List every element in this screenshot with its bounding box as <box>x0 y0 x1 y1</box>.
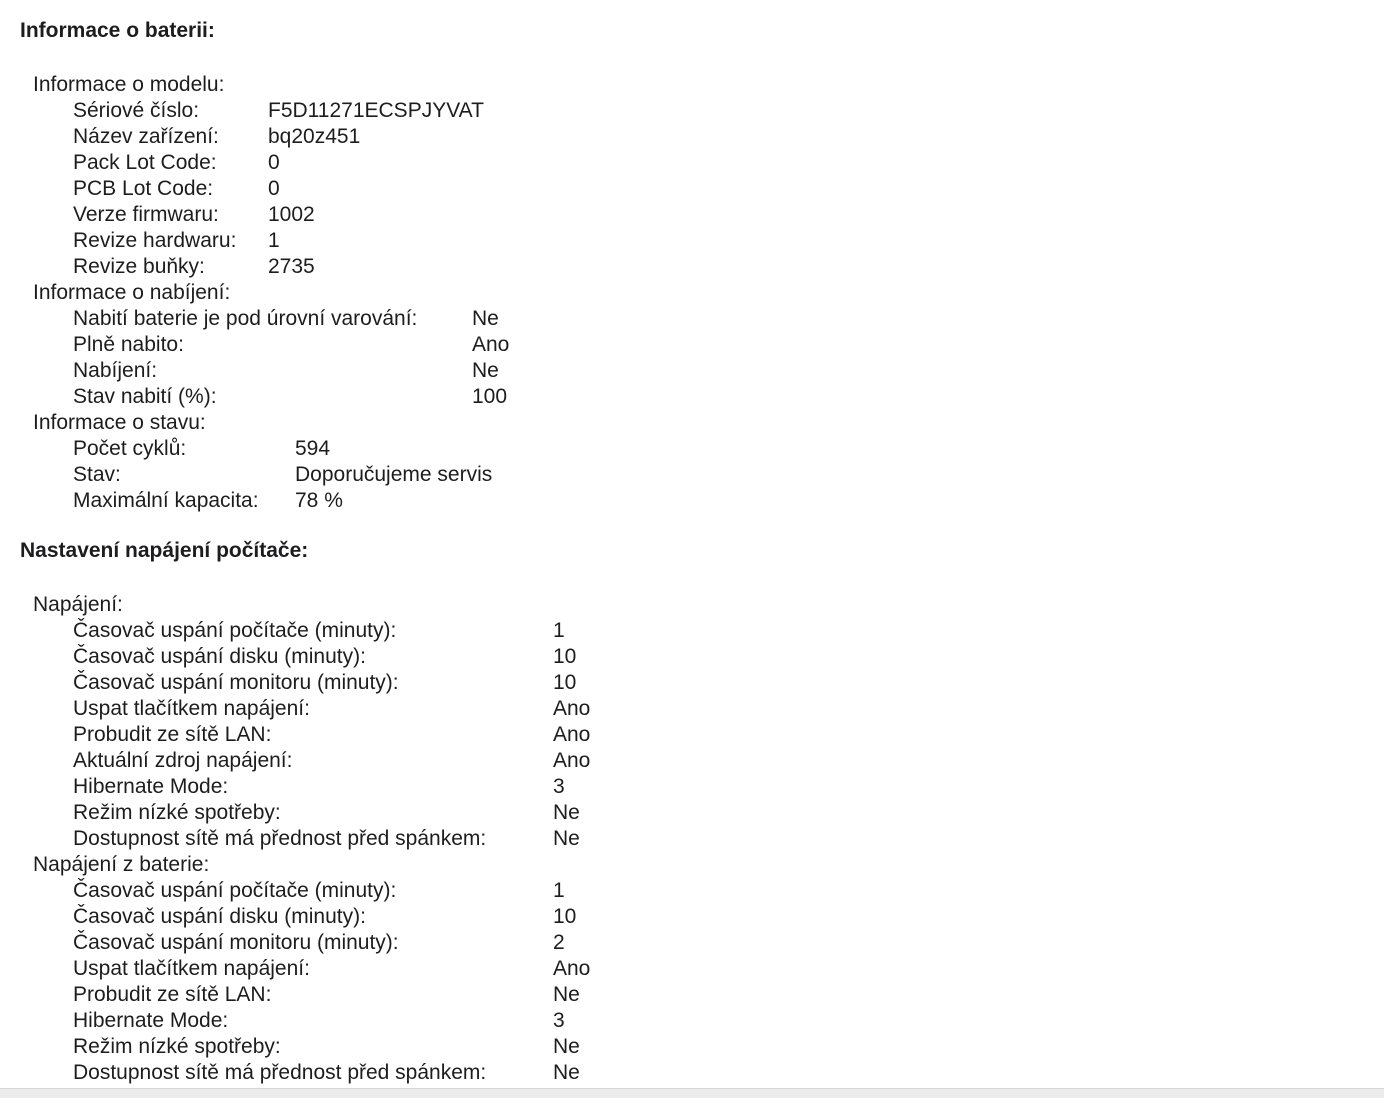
bat-wake-on-lan-value: Ne <box>553 983 580 1006</box>
battery-info-heading: Informace o baterii: <box>20 19 215 42</box>
bat-network-priority-value: Ne <box>553 1061 580 1084</box>
bat-low-power-mode-value: Ne <box>553 1035 580 1058</box>
cell-revision-value: 2735 <box>268 255 315 278</box>
serial-number-value: F5D11271ECSPJYVAT <box>268 99 484 122</box>
pack-lot-code-key: Pack Lot Code: <box>73 151 217 174</box>
charge-info-list <box>73 306 1384 410</box>
hardware-revision-key: Revize hardwaru: <box>73 229 237 252</box>
model-info-list <box>73 98 1384 280</box>
cycle-count-key: Počet cyklů: <box>73 437 187 460</box>
device-name-value: bq20z451 <box>268 125 361 148</box>
ac-power-list <box>73 618 1384 852</box>
device-name-key: Název zařízení: <box>73 125 219 148</box>
system-info-content <box>20 18 1384 1086</box>
bat-hibernate-mode-value: 3 <box>553 1009 565 1032</box>
bat-network-priority-key: Dostupnost sítě má přednost před spánkem: <box>73 1061 487 1084</box>
fully-charged-value: Ano <box>472 333 510 356</box>
ac-current-source-value: Ano <box>553 749 591 772</box>
cycle-count-value: 594 <box>295 437 331 460</box>
health-info-label: Informace o stavu: <box>33 411 206 434</box>
ac-network-priority-value: Ne <box>553 827 580 850</box>
condition-key: Stav: <box>73 463 121 486</box>
charge-info-label: Informace o nabíjení: <box>33 281 231 304</box>
ac-power-button-sleep-key: Uspat tlačítkem napájení: <box>73 697 310 720</box>
condition-value: Doporučujeme servis <box>295 463 493 486</box>
bat-system-sleep-value: 1 <box>553 879 565 902</box>
bottom-status-bar <box>0 1088 1384 1098</box>
state-of-charge-value: 100 <box>472 385 508 408</box>
state-of-charge-key: Stav nabití (%): <box>73 385 217 408</box>
firmware-version-key: Verze firmwaru: <box>73 203 219 226</box>
ac-current-source-key: Aktuální zdroj napájení: <box>73 749 293 772</box>
ac-wake-on-lan-value: Ano <box>553 723 591 746</box>
power-settings-heading: Nastavení napájení počítače: <box>20 539 309 562</box>
fully-charged-key: Plně nabito: <box>73 333 184 356</box>
bat-system-sleep-key: Časovač uspání počítače (minuty): <box>73 879 397 902</box>
bat-power-button-sleep-key: Uspat tlačítkem napájení: <box>73 957 310 980</box>
low-warning-key: Nabití baterie je pod úrovní varování: <box>73 307 418 330</box>
ac-system-sleep-key: Časovač uspání počítače (minuty): <box>73 619 397 642</box>
battery-power-label: Napájení z baterie: <box>33 853 210 876</box>
ac-network-priority-key: Dostupnost sítě má přednost před spánkem: <box>73 827 487 850</box>
pcb-lot-code-key: PCB Lot Code: <box>73 177 214 200</box>
bat-disk-sleep-value: 10 <box>553 905 577 928</box>
ac-hibernate-mode-key: Hibernate Mode: <box>73 775 229 798</box>
battery-power-list <box>73 878 1384 1086</box>
cell-revision-key: Revize buňky: <box>73 255 205 278</box>
bat-low-power-mode-key: Režim nízké spotřeby: <box>73 1035 281 1058</box>
pcb-lot-code-value: 0 <box>268 177 280 200</box>
charging-key: Nabíjení: <box>73 359 158 382</box>
ac-power-label: Napájení: <box>33 593 123 616</box>
low-warning-value: Ne <box>472 307 499 330</box>
max-capacity-value: 78 % <box>295 489 343 512</box>
bat-display-sleep-key: Časovač uspání monitoru (minuty): <box>73 931 399 954</box>
serial-number-key: Sériové číslo: <box>73 99 200 122</box>
model-info-label: Informace o modelu: <box>33 73 225 96</box>
hardware-revision-value: 1 <box>268 229 280 252</box>
bat-disk-sleep-key: Časovač uspání disku (minuty): <box>73 905 366 928</box>
ac-disk-sleep-value: 10 <box>553 645 577 668</box>
bat-display-sleep-value: 2 <box>553 931 565 954</box>
ac-system-sleep-value: 1 <box>553 619 565 642</box>
health-info-list <box>73 436 1384 514</box>
ac-low-power-mode-value: Ne <box>553 801 580 824</box>
ac-hibernate-mode-value: 3 <box>553 775 565 798</box>
pack-lot-code-value: 0 <box>268 151 280 174</box>
ac-wake-on-lan-key: Probudit ze sítě LAN: <box>73 723 272 746</box>
ac-low-power-mode-key: Režim nízké spotřeby: <box>73 801 281 824</box>
ac-power-button-sleep-value: Ano <box>553 697 591 720</box>
bat-wake-on-lan-key: Probudit ze sítě LAN: <box>73 983 272 1006</box>
ac-display-sleep-key: Časovač uspání monitoru (minuty): <box>73 671 399 694</box>
bat-power-button-sleep-value: Ano <box>553 957 591 980</box>
bat-hibernate-mode-key: Hibernate Mode: <box>73 1009 229 1032</box>
firmware-version-value: 1002 <box>268 203 315 226</box>
ac-disk-sleep-key: Časovač uspání disku (minuty): <box>73 645 366 668</box>
max-capacity-key: Maximální kapacita: <box>73 489 259 512</box>
charging-value: Ne <box>472 359 499 382</box>
ac-display-sleep-value: 10 <box>553 671 577 694</box>
